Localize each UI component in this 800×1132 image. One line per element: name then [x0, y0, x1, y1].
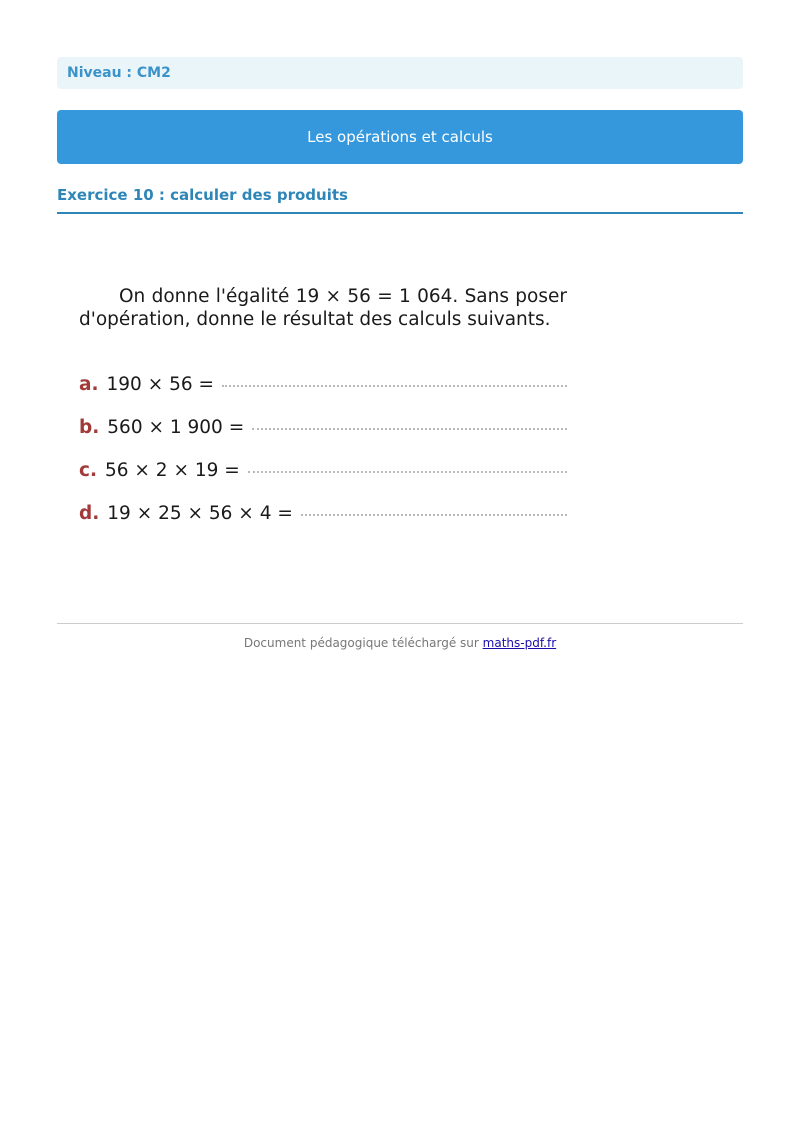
question-letter: c. — [79, 460, 97, 481]
question-expression: 560 × 1 900 = — [107, 417, 245, 438]
question-expression: 19 × 25 × 56 × 4 = — [107, 503, 293, 524]
exercise-title: Exercice 10 : calculer des produits — [57, 184, 743, 214]
question-letter: a. — [79, 374, 99, 395]
question-letter: d. — [79, 503, 100, 524]
footer-text: Document pédagogique téléchargé sur — [243, 636, 479, 650]
answer-line[interactable] — [301, 513, 567, 516]
question-d — [79, 503, 567, 524]
answer-line[interactable] — [222, 384, 567, 387]
chapter-banner: Les opérations et calculs — [57, 110, 743, 164]
question-expression: 56 × 2 × 19 = — [105, 460, 240, 481]
question-c — [79, 460, 567, 481]
footer — [57, 636, 743, 650]
footer-site-link[interactable]: maths-pdf.fr — [482, 636, 557, 650]
footer-divider — [57, 623, 743, 624]
exercise-instructions: On donne l'égalité 19 × 56 = 1 064. Sans poser d'opération, donne le résultat des calculs suivants. — [79, 286, 567, 330]
exercise-content — [79, 286, 567, 524]
question-letter: b. — [79, 417, 100, 438]
question-b — [79, 417, 567, 438]
answer-line[interactable] — [248, 470, 567, 473]
question-a — [79, 374, 567, 395]
level-label: Niveau : CM2 — [57, 57, 743, 89]
question-expression: 190 × 56 = — [106, 374, 215, 395]
answer-line[interactable] — [252, 427, 567, 430]
